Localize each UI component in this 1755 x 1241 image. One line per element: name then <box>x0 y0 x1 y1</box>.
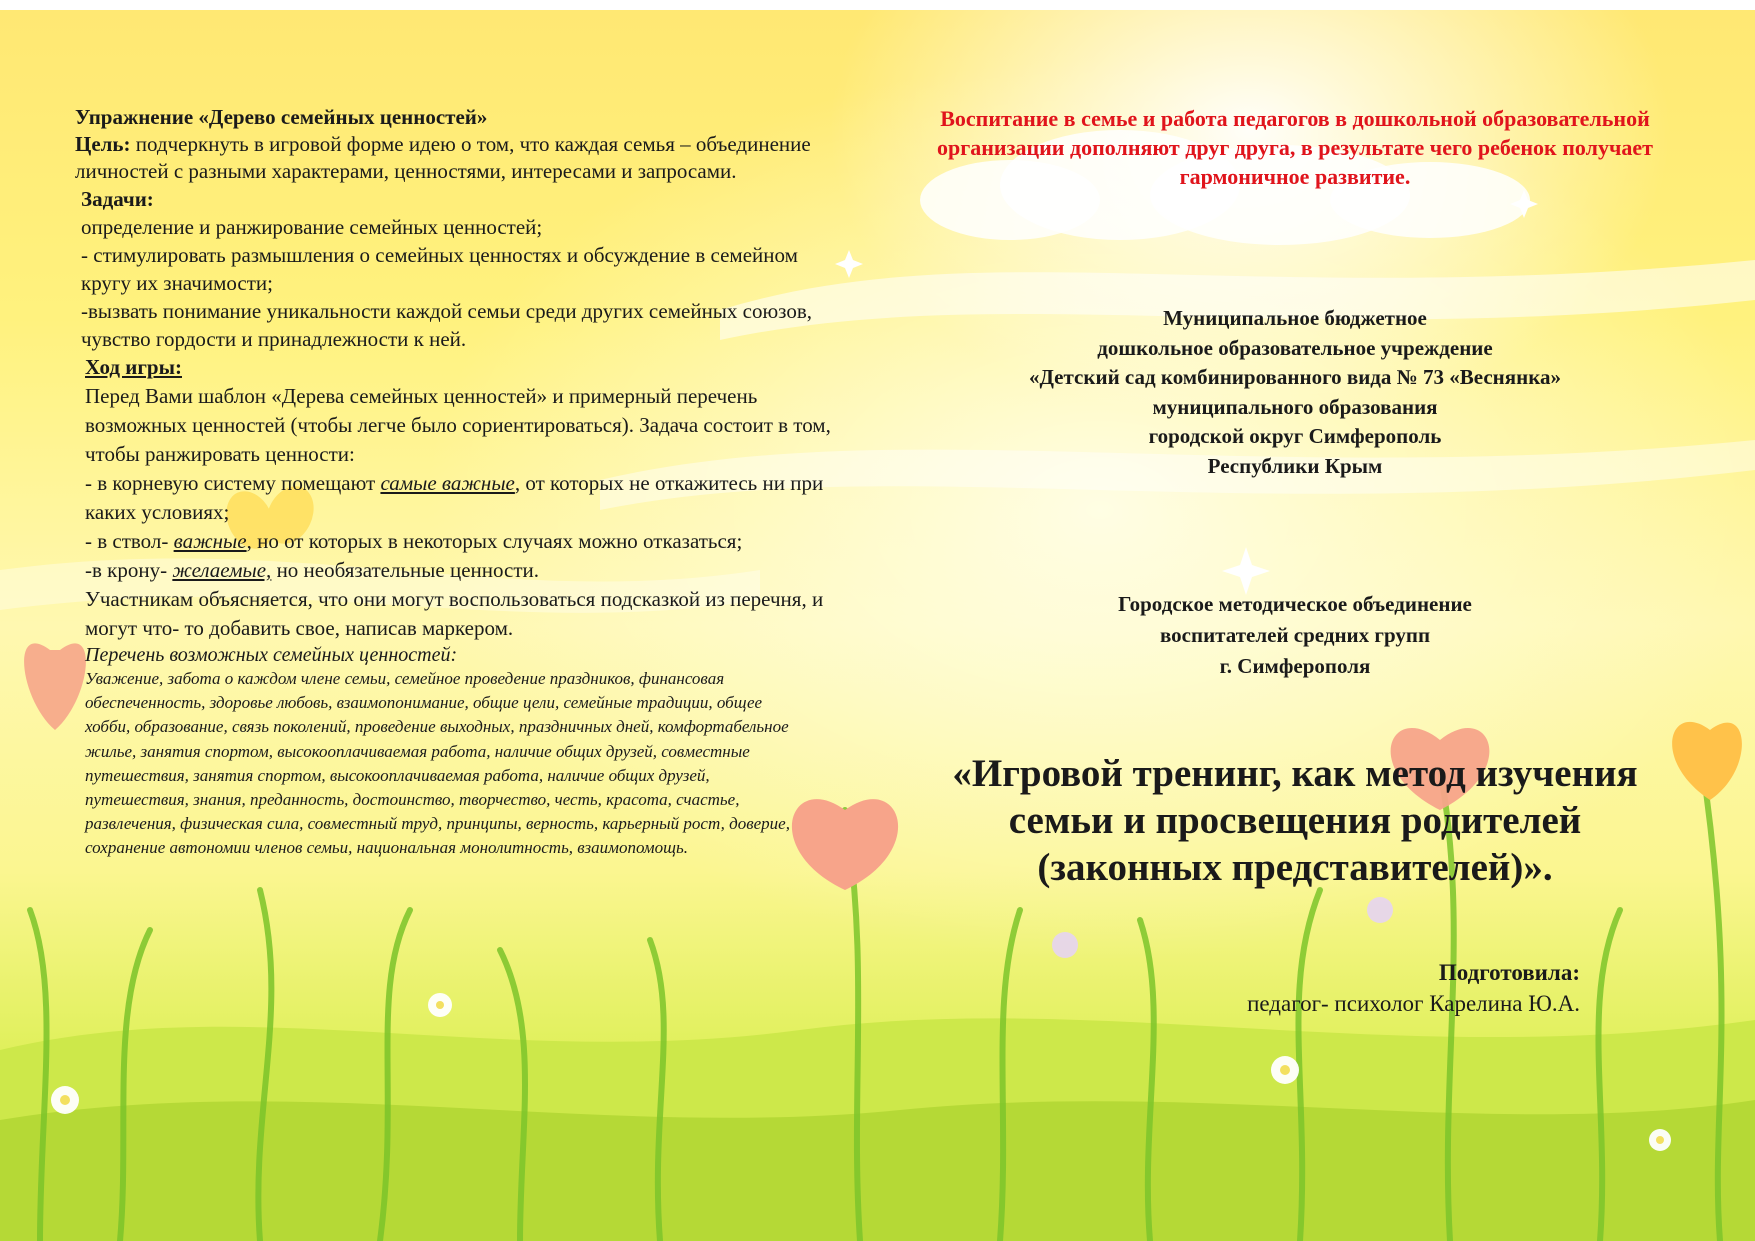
brochure-page <box>0 10 1755 1241</box>
assoc-line: Городское методическое объединение <box>1118 592 1472 616</box>
org-line: Республики Крым <box>1207 453 1383 478</box>
right-panel <box>915 104 1675 1016</box>
assoc-line: воспитателей средних групп <box>1159 623 1431 647</box>
association-block <box>915 589 1675 682</box>
game-intro: Перед Вами шаблон «Дерева семейных ценностей» и примерный перечень возможных ценностей (чтобы легче было сориентироваться). Задача состоит в том, чтобы ранжировать ценности: <box>85 384 831 466</box>
task-item: определение и ранжирование семейных ценностей; <box>81 215 543 239</box>
participants-text: Участникам объясняется, что они могут воспользоваться подсказкой из перечня, и могут что- то добавить свое, написав маркером. <box>85 587 824 640</box>
goal-paragraph <box>75 131 835 185</box>
org-line: городской округ Симферополь <box>1148 424 1442 448</box>
org-line: Муниципальное бюджетное <box>1163 306 1427 330</box>
left-panel <box>75 104 835 861</box>
game-heading: Ход игры: <box>85 355 182 379</box>
prepared-by-block <box>1080 957 1580 1019</box>
root-rule: - в корневую систему помещают самые важные, от которых не откажитесь ни при каких условиях; <box>85 471 824 524</box>
trunk-rule: - в ствол- важные, но от которых в некоторых случаях можно отказаться; <box>85 529 743 553</box>
values-list-text: Уважение, забота о каждом члене семьи, семейное проведение праздников, финансовая обеспеченность, здоровье любовь, взаимопонимание, общие цели, семейные традиции, общее хобби, образование, связь поколений, проведение выходных, праздничных дней, комфортабельное жилье, занятия спортом, высокооплачиваемая работа, наличие общих друзей, совместные путешествия, занятия спортом, высокооплачиваемая работа, наличие общих друзей, путешествия, знания, преданность, достоинство, творчество, честь, красота, счастье, развлечения, физическая сила, совместный труд, принципы, верность, карьерный рост, доверие, сохранение автономии членов семьи, национальная монолитность, взаимопомощь. <box>85 669 790 858</box>
goal-text: подчеркнуть в игровой форме идею о том, что каждая семья – объединение личностей с разными характерами, ценностями, интересами и запросами. <box>75 132 811 183</box>
prepared-label: Подготовила: <box>1438 960 1580 985</box>
exercise-title: Упражнение «Дерево семейных ценностей» <box>75 105 488 129</box>
red-note: Воспитание в семье и работа педагогов в дошкольной образовательной организации дополняют друг друга, в результате чего ребенок получает гармоничное развитие. <box>937 106 1653 189</box>
title-line: «Игровой тренинг, как метод изучения <box>952 752 1638 795</box>
task-item: - стимулировать размышления о семейных ценностях и обсуждение в семейном кругу их значимости; <box>81 243 798 295</box>
values-list-heading: Перечень возможных семейных ценностей: <box>85 644 458 666</box>
title-line: (законных представителей)». <box>1037 846 1553 889</box>
organization-block <box>915 304 1675 481</box>
root-emphasis: самые важные <box>380 471 515 495</box>
prepared-name: педагог- психолог Карелина Ю.А. <box>1247 991 1580 1016</box>
task-item: -вызвать понимание уникальности каждой семьи среди других семейных союзов, чувство гордости и принадлежности к ней. <box>81 299 813 351</box>
org-line: «Детский сад комбинированного вида № 73 «Веснянка» <box>1028 365 1562 389</box>
crown-rule: -в крону- желаемые, но необязательные ценности. <box>85 558 540 582</box>
goal-label: Цель: <box>75 132 131 156</box>
tasks-section <box>75 185 835 353</box>
tasks-heading: Задачи: <box>81 187 154 211</box>
org-line: муниципального образования <box>1152 394 1438 419</box>
game-section <box>75 353 835 643</box>
title-line: семьи и просвещения родителей <box>1008 799 1582 842</box>
assoc-line: г. Симферополя <box>1219 654 1371 678</box>
main-title <box>915 750 1675 891</box>
crown-emphasis: желаемые, <box>172 558 272 582</box>
org-line: дошкольное образовательное учреждение <box>1097 335 1493 360</box>
trunk-emphasis: важные <box>173 529 247 553</box>
